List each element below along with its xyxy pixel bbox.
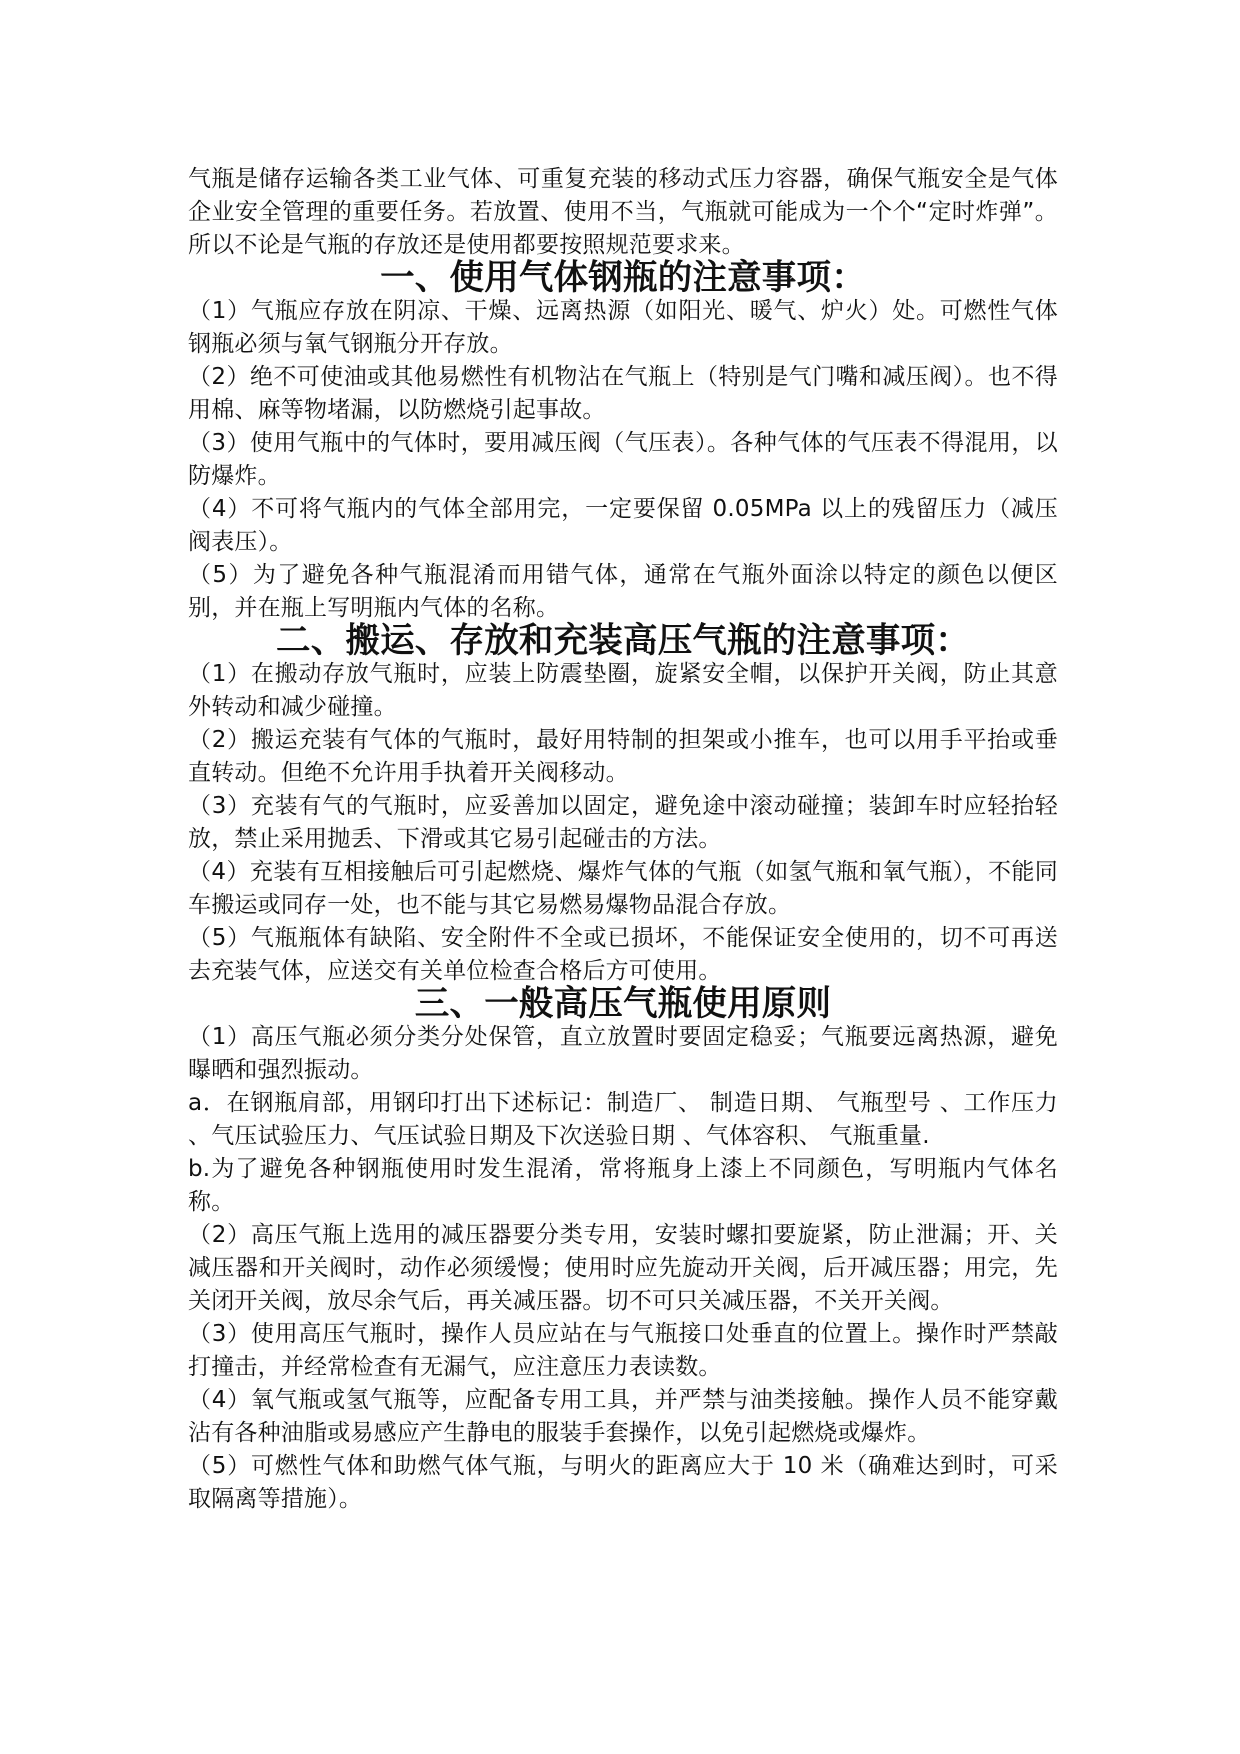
section-2-item-5: （5）气瓶瓶体有缺陷、安全附件不全或已损坏，不能保证安全使用的，切不可再送去充装气体，应送交有关单位检查合格后方可使用。 <box>188 925 1058 984</box>
section-1-item-2: （2）绝不可使油或其他易燃性有机物沾在气瓶上（特别是气门嘴和减压阀）。也不得用棉、麻等物堵漏，以防燃烧引起事故。 <box>188 364 1058 423</box>
section-1-heading: 一、使用气体钢瓶的注意事项： <box>380 258 866 298</box>
section-3-heading: 三、一般高压气瓶使用原则 <box>414 984 832 1024</box>
section-2-item-2: （2）搬运充装有气体的气瓶时，最好用特制的担架或小推车，也可以用手平抬或垂直转动。但绝不允许用手执着开关阀移动。 <box>188 727 1058 786</box>
section-2-item-3: （3）充装有气的气瓶时，应妥善加以固定，避免途中滚动碰撞；装卸车时应轻抬轻放，禁止采用抛丢、下滑或其它易引起碰击的方法。 <box>188 793 1058 852</box>
document-page <box>188 163 1058 1516</box>
section-2-heading: 二、搬运、存放和充装高压气瓶的注意事项： <box>276 621 970 661</box>
section-3-item-b: b.为了避免各种钢瓶使用时发生混淆，常将瓶身上漆上不同颜色，写明瓶内气体名称。 <box>188 1156 1058 1215</box>
section-3-item-3: （3）使用高压气瓶时，操作人员应站在与气瓶接口处垂直的位置上。操作时严禁敲打撞击，并经常检查有无漏气，应注意压力表读数。 <box>188 1321 1058 1380</box>
section-3-item-5: （5）可燃性气体和助燃气体气瓶，与明火的距离应大于 10 米（确难达到时，可采取隔离等措施）。 <box>188 1453 1058 1512</box>
section-1-item-3: （3）使用气瓶中的气体时，要用减压阀（气压表）。各种气体的气压表不得混用，以防爆炸。 <box>188 430 1058 489</box>
section-2-item-1: （1）在搬动存放气瓶时，应装上防震垫圈，旋紧安全帽，以保护开关阀，防止其意外转动和减少碰撞。 <box>188 661 1058 720</box>
section-2-item-4: （4）充装有互相接触后可引起燃烧、爆炸气体的气瓶（如氢气瓶和氧气瓶），不能同车搬运或同存一处，也不能与其它易燃易爆物品混合存放。 <box>188 859 1058 918</box>
section-1-item-5: （5）为了避免各种气瓶混淆而用错气体，通常在气瓶外面涂以特定的颜色以便区别，并在瓶上写明瓶内气体的名称。 <box>188 562 1058 621</box>
section-1-item-1: （1）气瓶应存放在阴凉、干燥、远离热源（如阳光、暖气、炉火）处。可燃性气体钢瓶必须与氧气钢瓶分开存放。 <box>188 298 1058 357</box>
intro-paragraph: 气瓶是储存运输各类工业气体、可重复充装的移动式压力容器，确保气瓶安全是气体企业安全管理的重要任务。若放置、使用不当，气瓶就可能成为一个个“定时炸弹”。所以不论是气瓶的存放还是使用都要按照规范要求来。 <box>188 166 1058 258</box>
section-3-item-4: （4）氧气瓶或氢气瓶等，应配备专用工具，并严禁与油类接触。操作人员不能穿戴沾有各种油脂或易感应产生静电的服装手套操作，以免引起燃烧或爆炸。 <box>188 1387 1058 1446</box>
section-3-item-a: a．在钢瓶肩部，用钢印打出下述标记：制造厂、 制造日期、 气瓶型号 、工作压力 、气压试验压力、气压试验日期及下次送验日期 、气体容积、 气瓶重量. <box>188 1090 1058 1149</box>
section-3-item-1: （1）高压气瓶必须分类分处保管，直立放置时要固定稳妥；气瓶要远离热源，避免曝晒和强烈振动。 <box>188 1024 1058 1083</box>
section-3-item-2: （2）高压气瓶上选用的减压器要分类专用，安装时螺扣要旋紧，防止泄漏；开、关减压器和开关阀时，动作必须缓慢；使用时应先旋动开关阀，后开减压器；用完，先关闭开关阀，放尽余气后，再关减压器。切不可只关减压器，不关开关阀。 <box>188 1222 1058 1314</box>
section-1-item-4: （4）不可将气瓶内的气体全部用完，一定要保留 0.05MPa 以上的残留压力（减压阀表压）。 <box>188 496 1058 555</box>
